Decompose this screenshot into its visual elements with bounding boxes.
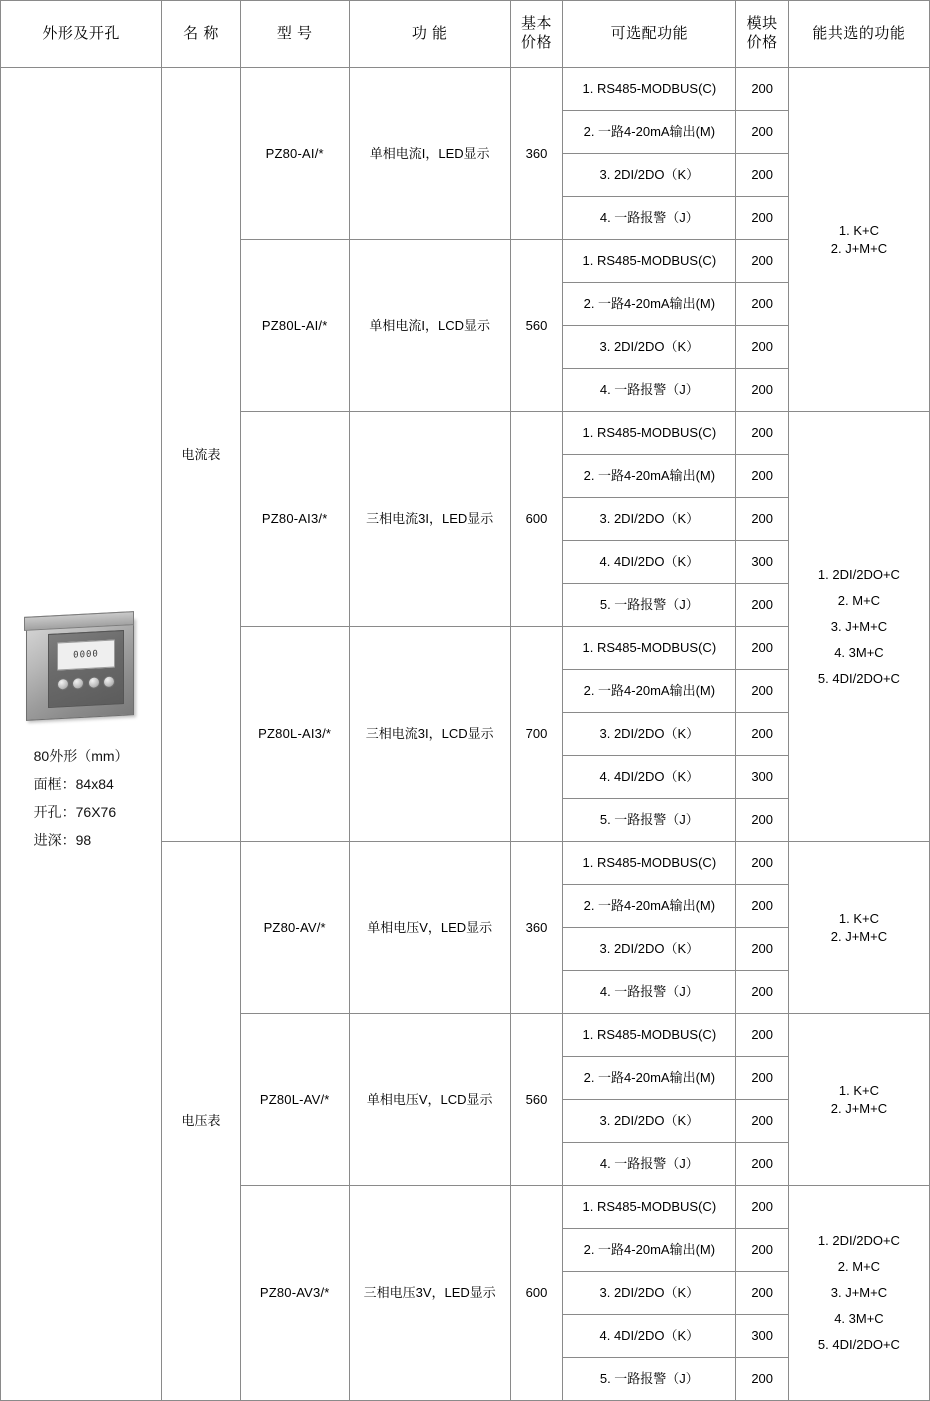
option-price: 200 [736,928,788,971]
group-name-voltmeter: 电压表 [162,842,241,1401]
combo-item: 3. J+M+C [830,1285,888,1300]
meter-buttons [57,675,115,690]
header-base-price-line1: 基本 [520,15,552,33]
option-price: 200 [736,1186,788,1229]
option-price: 200 [736,1100,788,1143]
combo-item: 4. 3M+C [834,644,884,660]
header-base-price-line2: 价格 [520,34,552,51]
model-base-price: 700 [510,627,562,842]
combo-item: 2. J+M+C [830,240,888,256]
option-label: 4. 一路报警（J） [563,971,736,1014]
table-row [1,68,930,111]
model-function: 三相电压3V，LED显示 [349,1186,510,1401]
model-function: 单相电流I，LED显示 [349,68,510,240]
header-outline: 外形及开孔 [1,1,162,68]
model-code: PZ80L-AI/* [240,240,349,412]
model-function: 单相电压V，LCD显示 [349,1014,510,1186]
option-price: 200 [736,971,788,1014]
outline-drawing-cell [1,68,162,1401]
model-code: PZ80-AV/* [240,842,349,1014]
model-function: 单相电流I，LCD显示 [349,240,510,412]
meter-display-line1: 0000 [73,648,99,661]
header-module-price-line1: 模块 [746,15,778,33]
combo-item: 5. 4DI/2DO+C [817,670,900,686]
header-base-price [510,1,562,68]
option-price: 200 [736,412,788,455]
option-label: 2. 一路4-20mA输出(M) [563,670,736,713]
option-label: 3. 2DI/2DO（K） [563,928,736,971]
option-price: 200 [736,713,788,756]
outline-dimensions [34,742,129,854]
option-label: 1. RS485-MODBUS(C) [563,1186,736,1229]
option-label: 5. 一路报警（J） [563,799,736,842]
combo-functions [788,412,929,842]
option-label: 2. 一路4-20mA输出(M) [563,283,736,326]
option-label: 1. RS485-MODBUS(C) [563,412,736,455]
option-label: 4. 一路报警（J） [563,197,736,240]
option-price: 200 [736,326,788,369]
option-label: 1. RS485-MODBUS(C) [563,68,736,111]
option-price: 200 [736,111,788,154]
option-label: 4. 一路报警（J） [563,1143,736,1186]
model-code: PZ80-AV3/* [240,1186,349,1401]
option-label: 3. 2DI/2DO（K） [563,1272,736,1315]
combo-item: 2. J+M+C [830,1100,888,1116]
option-price: 200 [736,455,788,498]
model-base-price: 560 [510,240,562,412]
option-price: 200 [736,799,788,842]
option-label: 3. 2DI/2DO（K） [563,154,736,197]
option-label: 4. 4DI/2DO（K） [563,1315,736,1358]
option-price: 200 [736,1272,788,1315]
header-function: 功 能 [349,1,510,68]
option-price: 300 [736,541,788,584]
option-label: 3. 2DI/2DO（K） [563,498,736,541]
option-label: 2. 一路4-20mA输出(M) [563,1229,736,1272]
outline-bezel: 面框：84x84 [33,776,114,792]
option-label: 1. RS485-MODBUS(C) [563,842,736,885]
option-label: 3. 2DI/2DO（K） [563,1100,736,1143]
combo-item: 1. 2DI/2DO+C [817,566,900,582]
option-price: 200 [736,498,788,541]
combo-item: 2. J+M+C [830,928,888,944]
combo-item: 2. M+C [837,1259,881,1274]
model-code: PZ80L-AV/* [240,1014,349,1186]
option-label: 5. 一路报警（J） [563,584,736,627]
model-base-price: 560 [510,1014,562,1186]
header-module-price [736,1,788,68]
option-label: 4. 一路报警（J） [563,369,736,412]
combo-item: 2. M+C [837,592,881,608]
combo-item: 4. 3M+C [834,1311,884,1326]
model-function: 单相电压V，LED显示 [349,842,510,1014]
combo-item: 1. 2DI/2DO+C [817,1233,900,1248]
option-price: 200 [736,1057,788,1100]
combo-item: 1. K+C [838,910,879,926]
outline-cutout: 开孔：76X76 [33,804,117,820]
option-price: 200 [736,842,788,885]
option-price: 300 [736,756,788,799]
combo-item: 1. K+C [838,1082,879,1098]
combo-item: 3. J+M+C [830,618,888,634]
option-price: 200 [736,670,788,713]
option-price: 200 [736,283,788,326]
option-label: 2. 一路4-20mA输出(M) [563,455,736,498]
option-label: 4. 4DI/2DO（K） [563,541,736,584]
model-base-price: 600 [510,1186,562,1401]
model-code: PZ80L-AI3/* [240,627,349,842]
combo-item: 5. 4DI/2DO+C [817,1337,900,1352]
option-price: 200 [736,1143,788,1186]
option-price: 200 [736,1014,788,1057]
model-code: PZ80-AI3/* [240,412,349,627]
option-price: 200 [736,627,788,670]
header-name: 名 称 [162,1,241,68]
combo-functions [788,1186,929,1401]
combo-functions [788,1014,929,1186]
meter-display [57,639,115,670]
header-model: 型 号 [240,1,349,68]
option-price: 200 [736,369,788,412]
header-optional-functions: 可选配功能 [563,1,736,68]
option-price: 300 [736,1315,788,1358]
option-label: 4. 4DI/2DO（K） [563,756,736,799]
outline-title: 80外形（mm） [33,748,129,764]
option-label: 2. 一路4-20mA输出(M) [563,885,736,928]
meter-photo [22,614,140,726]
option-price: 200 [736,154,788,197]
header-module-price-line2: 价格 [746,34,778,51]
option-label: 3. 2DI/2DO（K） [563,326,736,369]
option-price: 200 [736,885,788,928]
model-base-price: 600 [510,412,562,627]
option-label: 1. RS485-MODBUS(C) [563,1014,736,1057]
option-price: 200 [736,1358,788,1401]
group-name-ammeter: 电流表 [162,68,241,842]
model-code: PZ80-AI/* [240,68,349,240]
outline-depth: 进深：98 [33,832,92,848]
model-base-price: 360 [510,68,562,240]
combo-functions [788,68,929,412]
model-function: 三相电流3I，LCD显示 [349,627,510,842]
option-label: 3. 2DI/2DO（K） [563,713,736,756]
option-price: 200 [736,584,788,627]
model-base-price: 360 [510,842,562,1014]
combo-functions [788,842,929,1014]
option-price: 200 [736,68,788,111]
combo-item: 1. K+C [838,222,879,238]
option-label: 1. RS485-MODBUS(C) [563,627,736,670]
header-combinable-functions: 能共选的功能 [788,1,929,68]
option-label: 1. RS485-MODBUS(C) [563,240,736,283]
option-price: 200 [736,240,788,283]
option-label: 5. 一路报警（J） [563,1358,736,1401]
option-price: 200 [736,197,788,240]
option-label: 2. 一路4-20mA输出(M) [563,1057,736,1100]
option-price: 200 [736,1229,788,1272]
table-header-row [1,1,930,68]
model-function: 三相电流3I，LED显示 [349,412,510,627]
option-label: 2. 一路4-20mA输出(M) [563,111,736,154]
